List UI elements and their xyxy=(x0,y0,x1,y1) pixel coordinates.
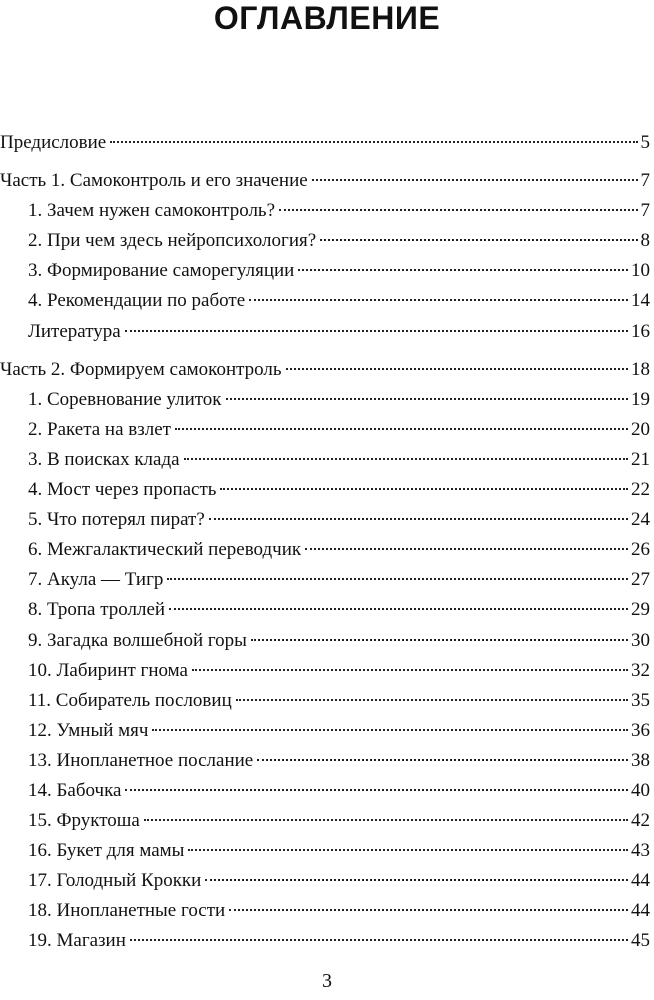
toc-entry[interactable] xyxy=(0,746,654,776)
toc-entry[interactable] xyxy=(0,226,654,256)
dot-leader xyxy=(167,578,628,580)
toc-entry[interactable] xyxy=(0,415,654,445)
toc-entry-title: 18. Инопланетные гости xyxy=(28,900,226,922)
toc-entry-title: 7. Акула — Тигр xyxy=(28,569,164,591)
toc-entry-page: 26 xyxy=(631,539,650,561)
toc-entry-title: 1. Зачем нужен самоконтроль? xyxy=(28,200,276,222)
toc-entry-page: 43 xyxy=(631,840,650,862)
toc-entry[interactable] xyxy=(0,716,654,746)
toc-entry-title: 4. Рекомендации по работе xyxy=(28,290,246,312)
toc-entry-title: 17. Голодный Крокки xyxy=(28,870,202,892)
toc-entry-title: Литература xyxy=(28,320,121,342)
toc-entry-page: 29 xyxy=(631,599,650,621)
dot-leader xyxy=(320,239,637,241)
dot-leader xyxy=(144,819,628,821)
toc-entry-title: Часть 1. Самоконтроль и его значение xyxy=(0,170,308,192)
toc-entry-page: 21 xyxy=(631,448,650,470)
toc-entry-title: 11. Собиратель пословиц xyxy=(28,689,232,711)
toc-entry[interactable] xyxy=(0,385,654,415)
toc-entry-page: 22 xyxy=(631,479,650,501)
toc-entry[interactable] xyxy=(0,565,654,595)
toc-entry[interactable] xyxy=(0,475,654,505)
toc-entry-page: 7 xyxy=(640,200,650,222)
dot-leader xyxy=(130,939,628,941)
dot-leader xyxy=(209,518,628,520)
dot-leader xyxy=(188,849,628,851)
dot-leader xyxy=(220,488,628,490)
toc-entry-title: 19. Магазин xyxy=(28,930,126,952)
toc-entry[interactable] xyxy=(0,196,654,226)
toc-entry-page: 19 xyxy=(631,388,650,410)
table-of-contents xyxy=(0,128,654,957)
toc-entry-title: 12. Умный мяч xyxy=(28,719,149,741)
page-number: 3 xyxy=(322,970,332,992)
toc-entry[interactable] xyxy=(0,686,654,716)
toc-entry-preface[interactable] xyxy=(0,128,654,158)
page-heading: ОГЛАВЛЕНИЕ xyxy=(213,0,441,36)
toc-entry[interactable] xyxy=(0,256,654,286)
dot-leader xyxy=(229,909,628,911)
toc-part-1-items xyxy=(0,196,654,346)
toc-entry-title: 8. Тропа троллей xyxy=(28,599,166,621)
dot-leader xyxy=(205,879,628,881)
dot-leader xyxy=(125,330,628,332)
toc-entry[interactable] xyxy=(0,286,654,316)
toc-entry-page: 44 xyxy=(631,900,650,922)
dot-leader xyxy=(249,299,628,301)
toc-entry[interactable] xyxy=(0,535,654,565)
toc-entry-page: 27 xyxy=(631,569,650,591)
toc-entry[interactable] xyxy=(0,626,654,656)
toc-entry-title: 3. Формирование саморегуляции xyxy=(28,260,295,282)
dot-leader xyxy=(125,789,628,791)
toc-entry[interactable] xyxy=(0,836,654,866)
toc-entry-page: 32 xyxy=(631,659,650,681)
toc-entry-page: 38 xyxy=(631,749,650,771)
dot-leader xyxy=(192,669,628,671)
toc-entry-title: 4. Мост через пропасть xyxy=(28,479,217,501)
toc-entry-title: 15. Фруктоша xyxy=(28,810,140,832)
toc-entry[interactable] xyxy=(0,317,654,347)
dot-leader xyxy=(169,608,628,610)
dot-leader xyxy=(305,548,628,550)
toc-entry-title: 13. Инопланетное послание xyxy=(28,749,254,771)
toc-entry-title: 10. Лабиринт гнома xyxy=(28,659,188,681)
dot-leader xyxy=(257,759,628,761)
toc-entry-page: 36 xyxy=(631,719,650,741)
toc-entry-page: 44 xyxy=(631,870,650,892)
toc-part-1-header[interactable] xyxy=(0,166,654,196)
toc-entry-title: 2. При чем здесь нейропсихология? xyxy=(28,230,317,252)
toc-entry[interactable] xyxy=(0,595,654,625)
dot-leader xyxy=(226,398,628,400)
dot-leader xyxy=(110,141,637,143)
dot-leader xyxy=(312,179,638,181)
dot-leader xyxy=(236,699,628,701)
toc-entry[interactable] xyxy=(0,656,654,686)
toc-entry-page: 42 xyxy=(631,810,650,832)
toc-entry-page: 14 xyxy=(631,290,650,312)
toc-entry-page: 24 xyxy=(631,509,650,531)
dot-leader xyxy=(175,428,628,430)
toc-entry-title: 5. Что потерял пират? xyxy=(28,509,205,531)
dot-leader xyxy=(152,729,628,731)
toc-entry-title: 16. Букет для мамы xyxy=(28,840,185,862)
toc-entry-page: 7 xyxy=(640,170,650,192)
toc-entry-page: 40 xyxy=(631,779,650,801)
toc-part-2-header[interactable] xyxy=(0,355,654,385)
toc-entry-title: 14. Бабочка xyxy=(28,779,122,801)
toc-entry[interactable] xyxy=(0,505,654,535)
dot-leader xyxy=(184,458,628,460)
toc-entry-page: 5 xyxy=(640,132,650,153)
toc-entry[interactable] xyxy=(0,806,654,836)
toc-entry-page: 45 xyxy=(631,930,650,952)
toc-entry-title: 9. Загадка волшебной горы xyxy=(28,629,247,651)
toc-entry[interactable] xyxy=(0,866,654,896)
toc-entry-title: 2. Ракета на взлет xyxy=(28,418,171,440)
toc-entry-page: 20 xyxy=(631,418,650,440)
toc-entry[interactable] xyxy=(0,896,654,926)
toc-entry-title: 1. Соревнование улиток xyxy=(28,388,222,410)
dot-leader xyxy=(298,269,628,271)
toc-entry-page: 10 xyxy=(631,260,650,282)
toc-entry[interactable] xyxy=(0,776,654,806)
dot-leader xyxy=(286,368,628,370)
toc-entry-page: 30 xyxy=(631,629,650,651)
toc-entry-title: Часть 2. Формируем самоконтроль xyxy=(0,358,282,380)
toc-entry-page: 35 xyxy=(631,689,650,711)
toc-entry-title: 3. В поисках клада xyxy=(28,448,180,470)
toc-entry-page: 16 xyxy=(631,320,650,342)
dot-leader xyxy=(279,209,637,211)
dot-leader xyxy=(251,639,628,641)
toc-entry[interactable] xyxy=(0,445,654,475)
toc-entry-title: Предисловие xyxy=(0,132,107,153)
toc-entry-page: 8 xyxy=(640,230,650,252)
toc-entry[interactable] xyxy=(0,926,654,956)
toc-entry-page: 18 xyxy=(631,358,650,380)
toc-entry-title: 6. Межгалактический переводчик xyxy=(28,539,302,561)
toc-part-2-items xyxy=(0,385,654,957)
